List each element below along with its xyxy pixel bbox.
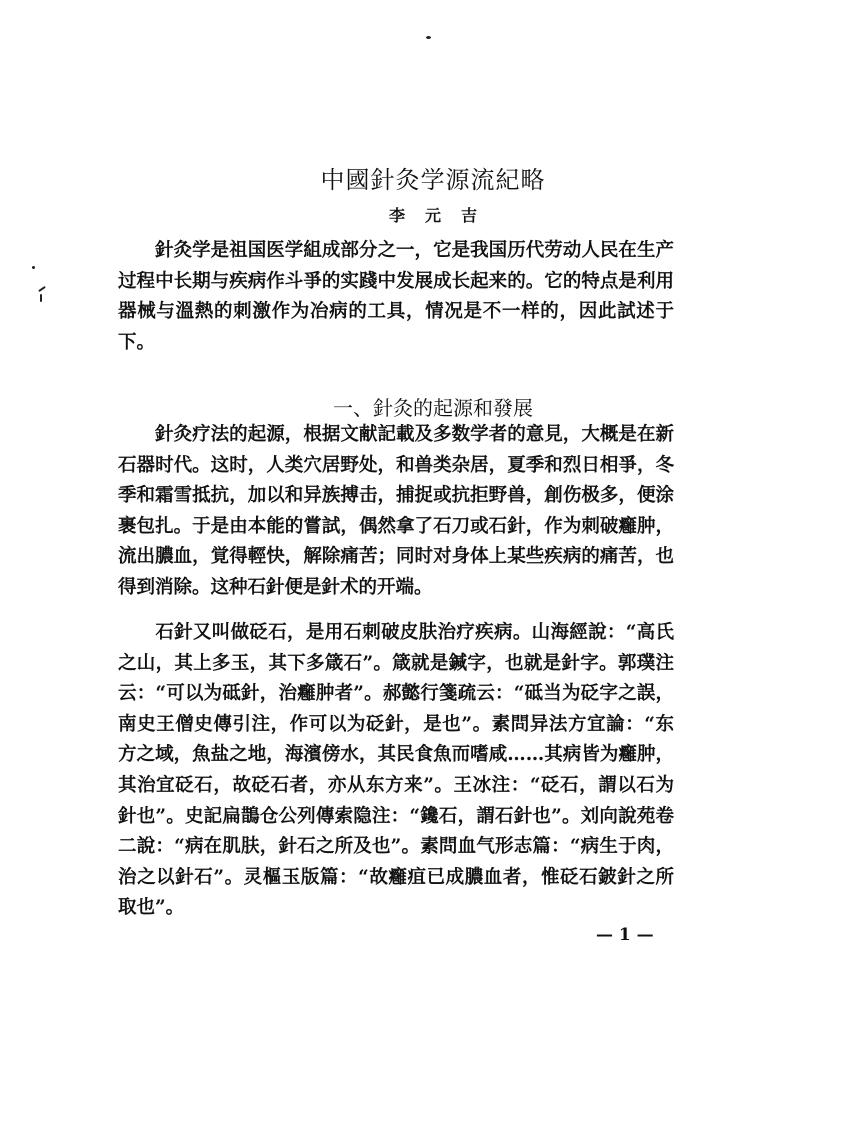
scan-speck <box>32 266 35 269</box>
scan-speck <box>38 286 46 292</box>
section-paragraph-1-text: 針灸疗法的起源，根据文献記載及多数学者的意見，大概是在新石器时代。这时，人类穴居野处，和兽类杂居，夏季和烈日相爭，冬季和霜雪抵抗，加以和异族搏击，捕捉或抗拒野兽，創伤极多，便涂裹包扎。于是由本能的嘗試，偶然拿了石刀或石針，作为刺破癰肿，流出膿血，覚得輕快，解除痛苦；同时对身体上某些疾病的痛苦，也得到消除。这种石針便是針术的开端。 <box>118 424 674 598</box>
section-paragraph-2-text: 石針又叫做砭石，是用石刺破皮肤治疗疾病。山海經說：“高氏之山，其上多玉，其下多箴石”。箴就是鍼字，也就是針字。郭璞注云：“可以为砥針，治癰肿者”。郝懿行箋疏云：“砥当为砭字之誤，南史王僧史傳引注，作可以为砭針，是也”。素問异法方宜論：“东方之域，魚盐之地，海濱傍水，其民食魚而嗜咸……其病皆为癰肿，其治宜砭石，故砭石者，亦从东方来”。王冰注：“砭石，謂以石为針也”。史記扁鵲仓公列傳索隐注：“鑱石，謂石針也”。刘向說苑卷二說：“病在肌肤，針石之所及也”。素問血气形志篇：“病生于肉，治之以針石”。灵樞玉版篇：“故癰疽已成膿血者，惟砭石鈹針之所取也”。 <box>118 622 674 919</box>
section-paragraph-2 <box>118 618 674 924</box>
document-title: 中國針灸学源流紀略 <box>320 166 546 195</box>
intro-paragraph <box>118 236 674 358</box>
section-heading: 一、針灸的起源和發展 <box>333 395 533 420</box>
page-number: — 1 — <box>596 925 654 945</box>
author-name: 李元吉 <box>388 206 497 225</box>
section-paragraph-1 <box>118 420 674 604</box>
intro-text: 針灸学是祖国医学組成部分之一，它是我国历代劳动人民在生产过程中长期与疾病作斗爭的实踐中发展成长起来的。它的特点是利用器械与溫熱的刺激作为冶病的工具，情况是不一样的，因此試述于下。 <box>118 240 674 353</box>
scan-speck <box>426 36 431 39</box>
scan-speck <box>40 294 42 302</box>
